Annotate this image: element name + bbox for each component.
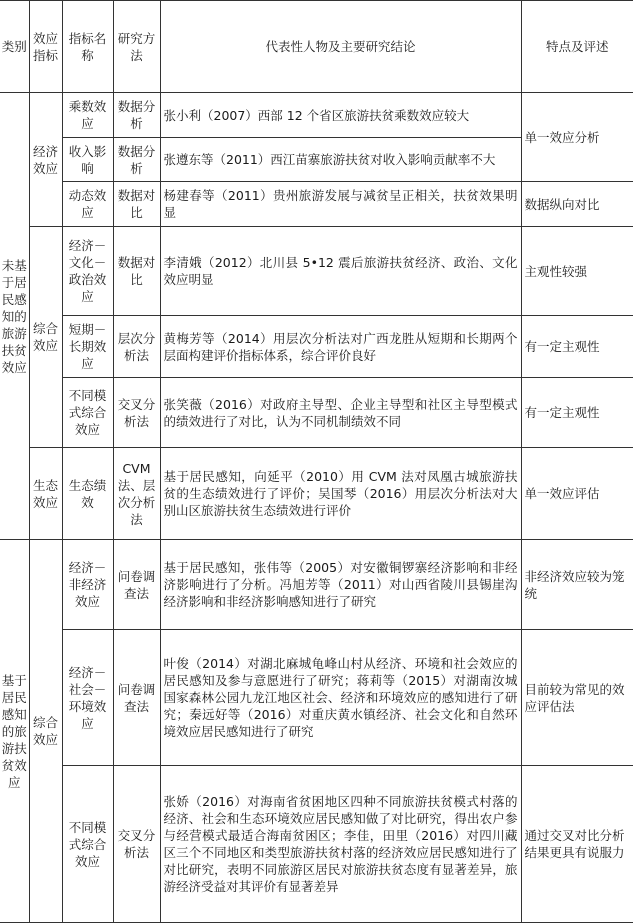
comment-cell: 数据纵向对比 <box>521 182 633 227</box>
effect-group-cell: 综合效应 <box>29 540 62 923</box>
comment-cell: 单一效应分析 <box>521 93 633 182</box>
comment-cell: 有一定主观性 <box>521 378 633 448</box>
method-cell: 数据对比 <box>113 227 160 316</box>
header-comment: 特点及评述 <box>521 1 633 93</box>
description-cell: 李清娥（2012）北川县 5•12 震后旅游扶贫经济、政治、文化效应明显 <box>160 227 521 316</box>
category-cell: 基于居民感知的旅游扶贫效应 <box>0 540 29 923</box>
method-cell: 交叉分析法 <box>113 766 160 923</box>
effect-group-cell: 经济效应 <box>29 93 62 227</box>
description-cell: 基于居民感知，向延平（2010）用 CVM 法对凤凰古城旅游扶贫的生态绩效进行了评价；吴国琴（2016）用层次分析法对大别山区旅游扶贫生态绩效进行评价 <box>160 448 521 540</box>
indicator-name-cell: 生态绩效 <box>62 448 113 540</box>
table-row <box>0 448 633 540</box>
description-cell: 张遵东等（2011）西江苗寨旅游扶贫对收入影响贡献率不大 <box>160 138 521 182</box>
comment-cell: 单一效应评估 <box>521 448 633 540</box>
table-row <box>0 540 633 630</box>
description-cell: 黄梅芳等（2014）用层次分析法对广西龙胜从短期和长期两个层面构建评价指标体系，综合评价良好 <box>160 316 521 378</box>
table-row <box>0 630 633 766</box>
header-row <box>0 1 633 93</box>
comment-cell: 目前较为常见的效应评估法 <box>521 630 633 766</box>
description-cell: 张笑薇（2016）对政府主导型、企业主导型和社区主导型模式的绩效进行了对比，认为不同机制绩效不同 <box>160 378 521 448</box>
table-row <box>0 316 633 378</box>
comment-cell: 有一定主观性 <box>521 316 633 378</box>
indicator-name-cell: 经济－文化－政治效应 <box>62 227 113 316</box>
description-cell: 基于居民感知，张伟等（2005）对安徽铜锣寨经济影响和非经济影响进行了分析。冯旭芳等（2011）对山西省陵川县锡崖沟经济影响和非经济影响感知进行了研究 <box>160 540 521 630</box>
header-category: 类别 <box>0 1 29 93</box>
header-effect-indicator: 效应指标 <box>29 1 62 93</box>
indicator-name-cell: 动态效应 <box>62 182 113 227</box>
category-cell: 未基于居民感知的旅游扶贫效应 <box>0 93 29 540</box>
indicator-name-cell: 收入影响 <box>62 138 113 182</box>
effect-group-cell: 生态效应 <box>29 448 62 540</box>
description-cell: 张小利（2007）西部 12 个省区旅游扶贫乘数效应较大 <box>160 93 521 138</box>
indicator-name-cell: 短期－长期效应 <box>62 316 113 378</box>
method-cell: 数据分析 <box>113 93 160 138</box>
method-cell: 数据分析 <box>113 138 160 182</box>
indicator-name-cell: 经济－非经济效应 <box>62 540 113 630</box>
table-row <box>0 378 633 448</box>
method-cell: 数据对比 <box>113 182 160 227</box>
header-indicator-name: 指标名称 <box>62 1 113 93</box>
description-cell: 杨建春等（2011）贵州旅游发展与减贫呈正相关，扶贫效果明显 <box>160 182 521 227</box>
comment-cell: 非经济效应较为笼统 <box>521 540 633 630</box>
table-row <box>0 766 633 923</box>
description-cell: 叶俊（2014）对湖北麻城龟峰山村从经济、环境和社会效应的居民感知及参与意愿进行了研究；蒋莉等（2015）对湖南汝城国家森林公园九龙江地区社会、经济和环境效应的感知进行了研究；秦远好等（2016）对重庆黄水镇经济、社会文化和自然环境效应居民感知进行了研究 <box>160 630 521 766</box>
table-row <box>0 182 633 227</box>
method-cell: 交叉分析法 <box>113 378 160 448</box>
indicator-name-cell: 不同模式综合效应 <box>62 766 113 923</box>
header-representatives: 代表性人物及主要研究结论 <box>160 1 521 93</box>
effect-group-cell: 综合效应 <box>29 227 62 448</box>
comment-cell: 通过交叉对比分析结果更具有说服力 <box>521 766 633 923</box>
method-cell: CVM 法、层次分析法 <box>113 448 160 540</box>
method-cell: 问卷调查法 <box>113 540 160 630</box>
method-cell: 层次分析法 <box>113 316 160 378</box>
header-method: 研究方法 <box>113 1 160 93</box>
method-cell: 问卷调查法 <box>113 630 160 766</box>
indicator-name-cell: 乘数效应 <box>62 93 113 138</box>
indicator-name-cell: 经济－社会－环境效应 <box>62 630 113 766</box>
table-row <box>0 227 633 316</box>
table-row <box>0 93 633 138</box>
description-cell: 张娇（2016）对海南省贫困地区四种不同旅游扶贫模式村落的经济、社会和生态环境效应居民感知做了对比研究，得出农户参与经营模式最适合海南贫困区；李佳，田里（2016）对四川藏区三个不同地区和类型旅游扶贫村落的经济效应居民感知进行了对比研究，表明不同旅游区居民对旅游扶贫态度有显著差异，旅游经济受益对其评价有显著差异 <box>160 766 521 923</box>
comment-cell: 主观性较强 <box>521 227 633 316</box>
indicator-name-cell: 不同模式综合效应 <box>62 378 113 448</box>
